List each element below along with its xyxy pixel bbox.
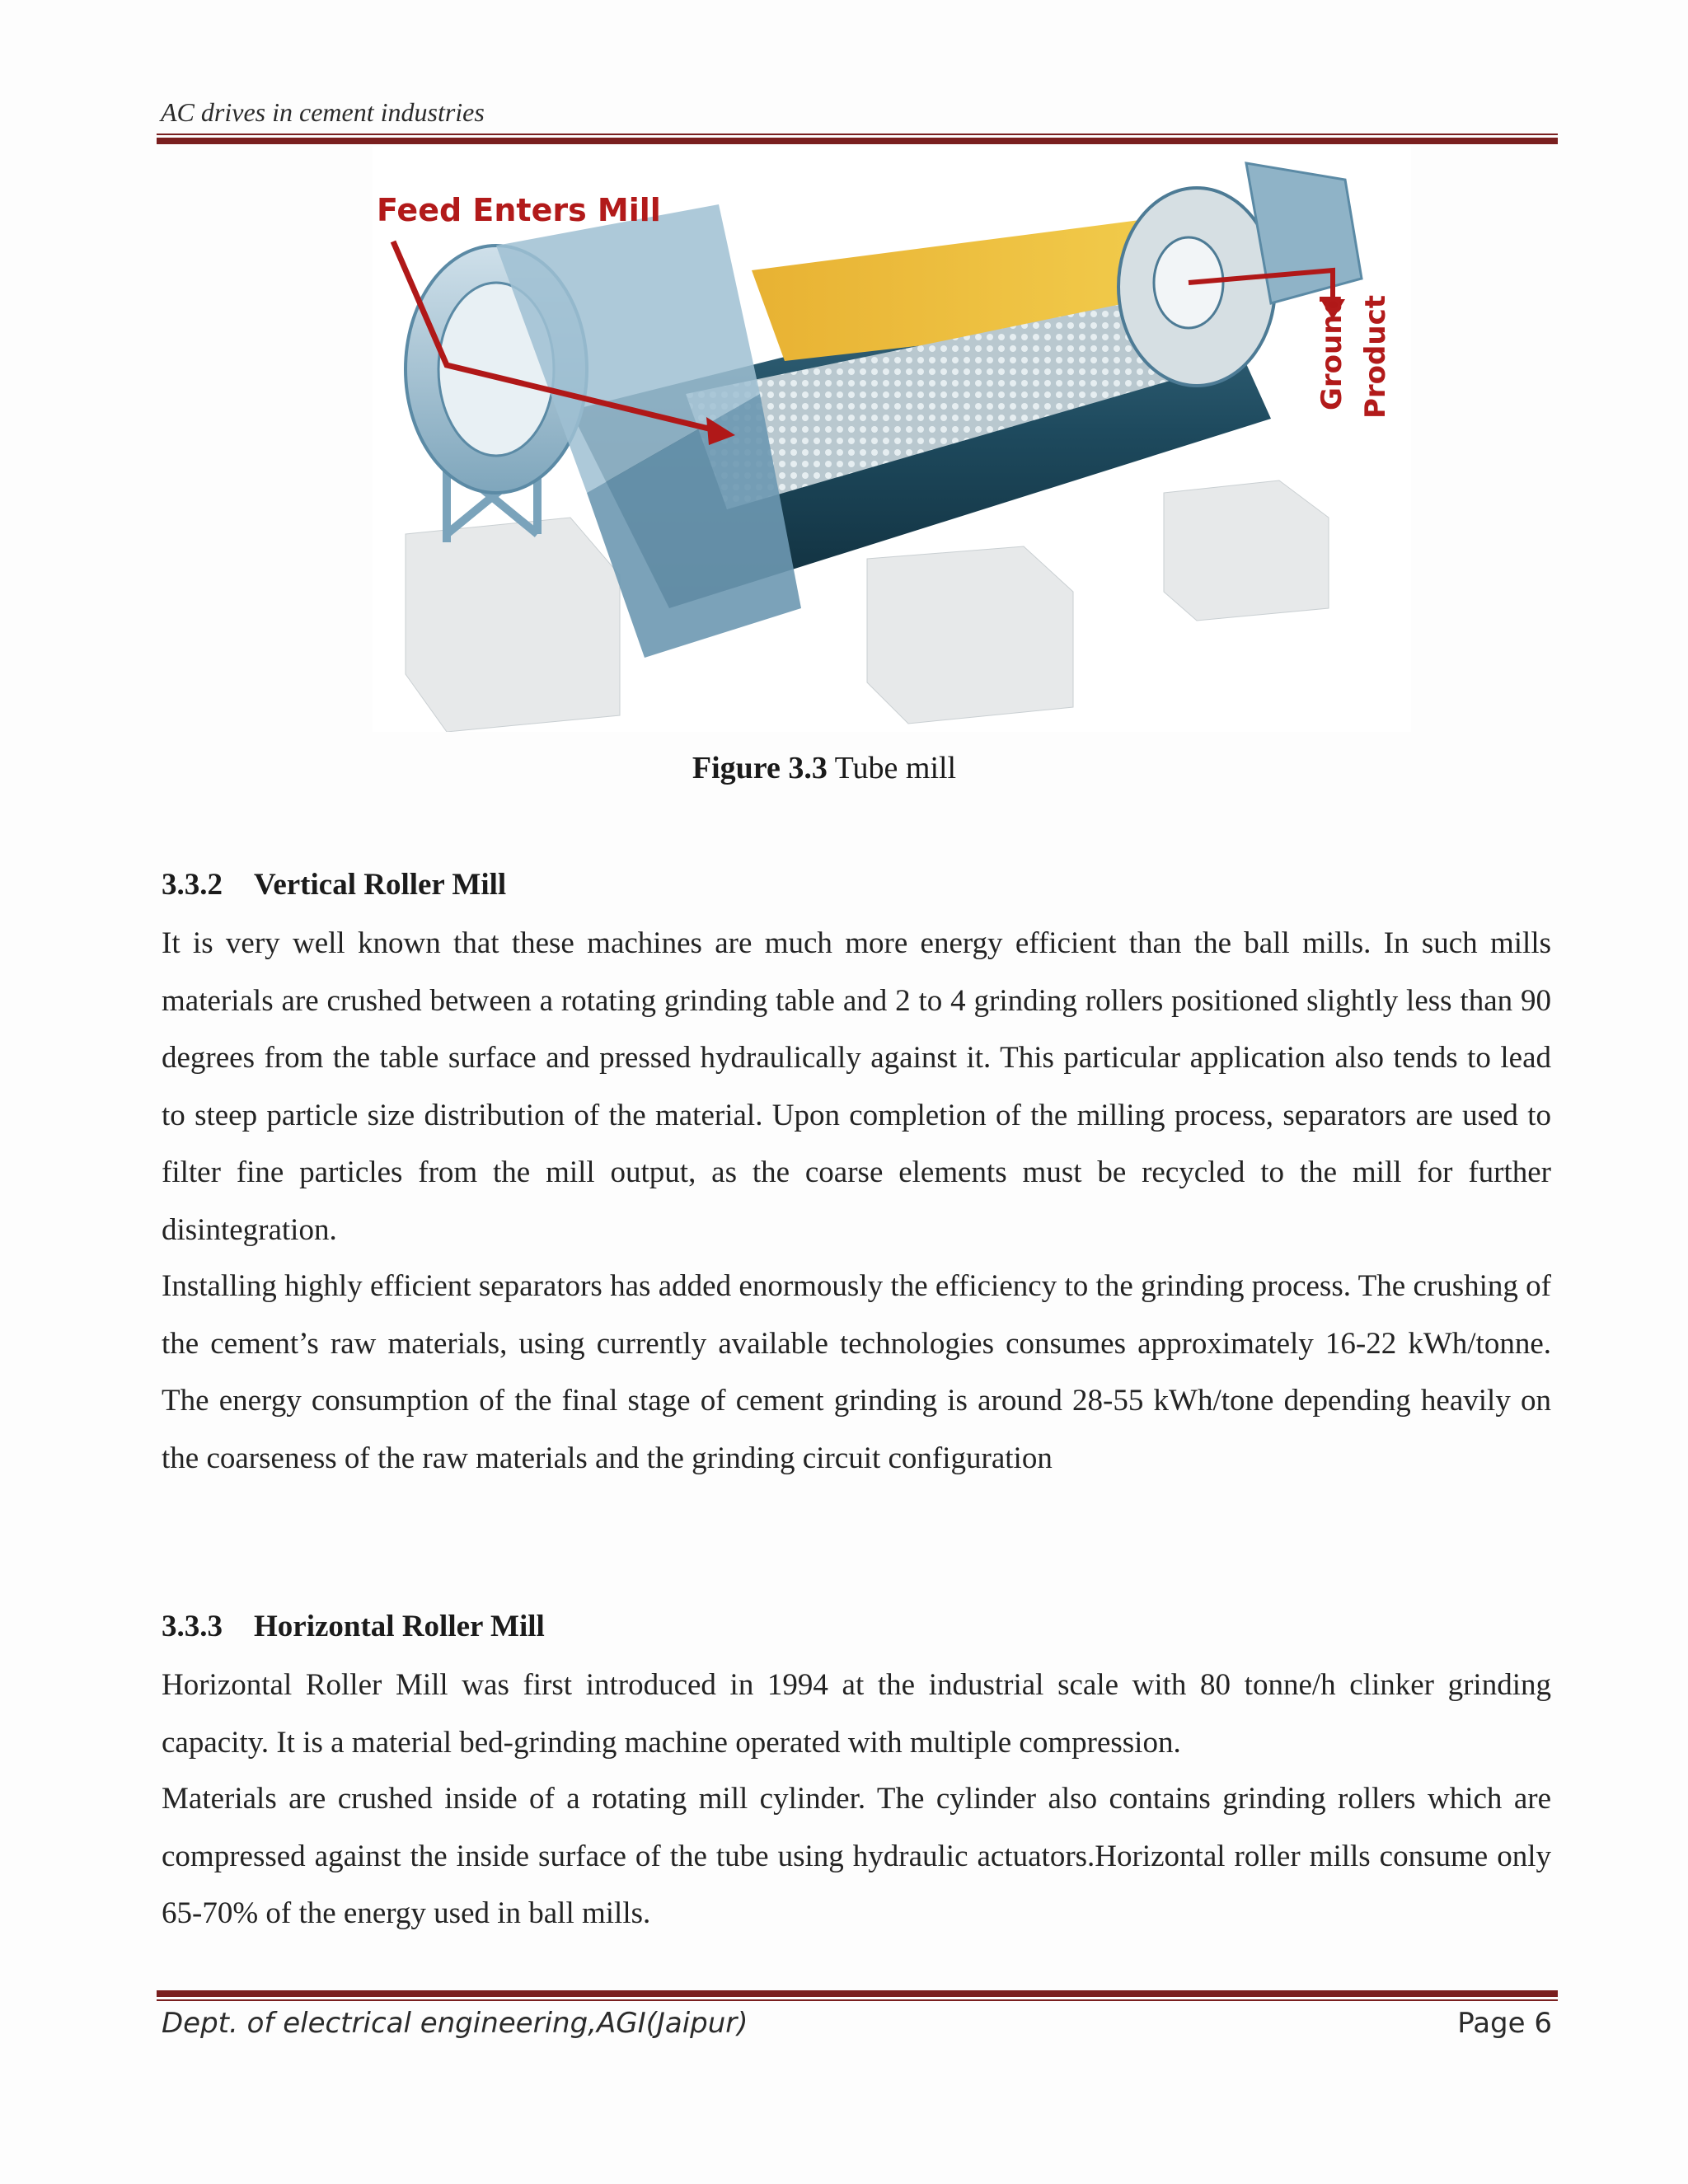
paragraph: It is very well known that these machines are much more energy efficient than the ball mills. In such mills materials are crushed between a rotating grinding table and 2 to 4 grinding rollers positioned slightly less than 90 degrees from the table surface and pressed hydraulically against it. This particular application also tends to lead to steep particle size distribution of the material. Upon completion of the milling process, separators are used to filter fine particles from the mill output, as the coarse elements must be recycled to the mill for further disintegration. — [162, 926, 1551, 1247]
section-number: 3.3.2 — [162, 868, 223, 902]
section-heading-vertical-roller-mill — [162, 867, 506, 902]
figure-caption — [0, 750, 1648, 786]
figure-caption-number: Figure 3.3 — [692, 751, 828, 785]
footer-rule — [157, 1990, 1558, 2001]
ground-label: Ground — [1315, 294, 1348, 410]
paragraph: Installing highly efficient separators has added enormously the efficiency to the grinding process. The crushing of the cement’s raw materials, using currently available technologies consumes approximately 16-22 kWh/tonne. The energy consumption of the final stage of cement grinding is around 28-55 kWh/tone depending heavily on the coarseness of the raw materials and the grinding circuit configuration — [162, 1269, 1551, 1475]
feed-enters-mill-label: Feed Enters Mill — [377, 192, 661, 228]
paragraph: Materials are crushed inside of a rotating mill cylinder. The cylinder also contains grinding rollers which are compressed against the inside surface of the tube using hydraulic actuators.Horizontal roller mills consume only 65-70% of the energy used in ball mills. — [162, 1782, 1551, 1930]
paragraph: Horizontal Roller Mill was first introduced in 1994 at the industrial scale with 80 tonne/h clinker grinding capacity. It is a material bed-grinding machine operated with multiple compression. — [162, 1668, 1551, 1760]
header-rule — [157, 134, 1558, 144]
tube-mill-illustration — [373, 147, 1411, 732]
section-heading-horizontal-roller-mill — [162, 1609, 545, 1644]
tube-mill-figure — [373, 147, 1411, 732]
product-label: Product — [1359, 295, 1392, 419]
figure-caption-text: Tube mill — [827, 751, 957, 785]
page-header-title: AC drives in cement industries — [161, 97, 485, 127]
footer-department: Dept. of electrical engineering,AGI(Jaipur) — [162, 2007, 748, 2040]
section-title: Horizontal Roller Mill — [254, 1610, 545, 1643]
section-number: 3.3.3 — [162, 1610, 223, 1643]
footer-page-number: Page 6 — [1457, 2007, 1552, 2040]
section-title: Vertical Roller Mill — [254, 868, 507, 902]
